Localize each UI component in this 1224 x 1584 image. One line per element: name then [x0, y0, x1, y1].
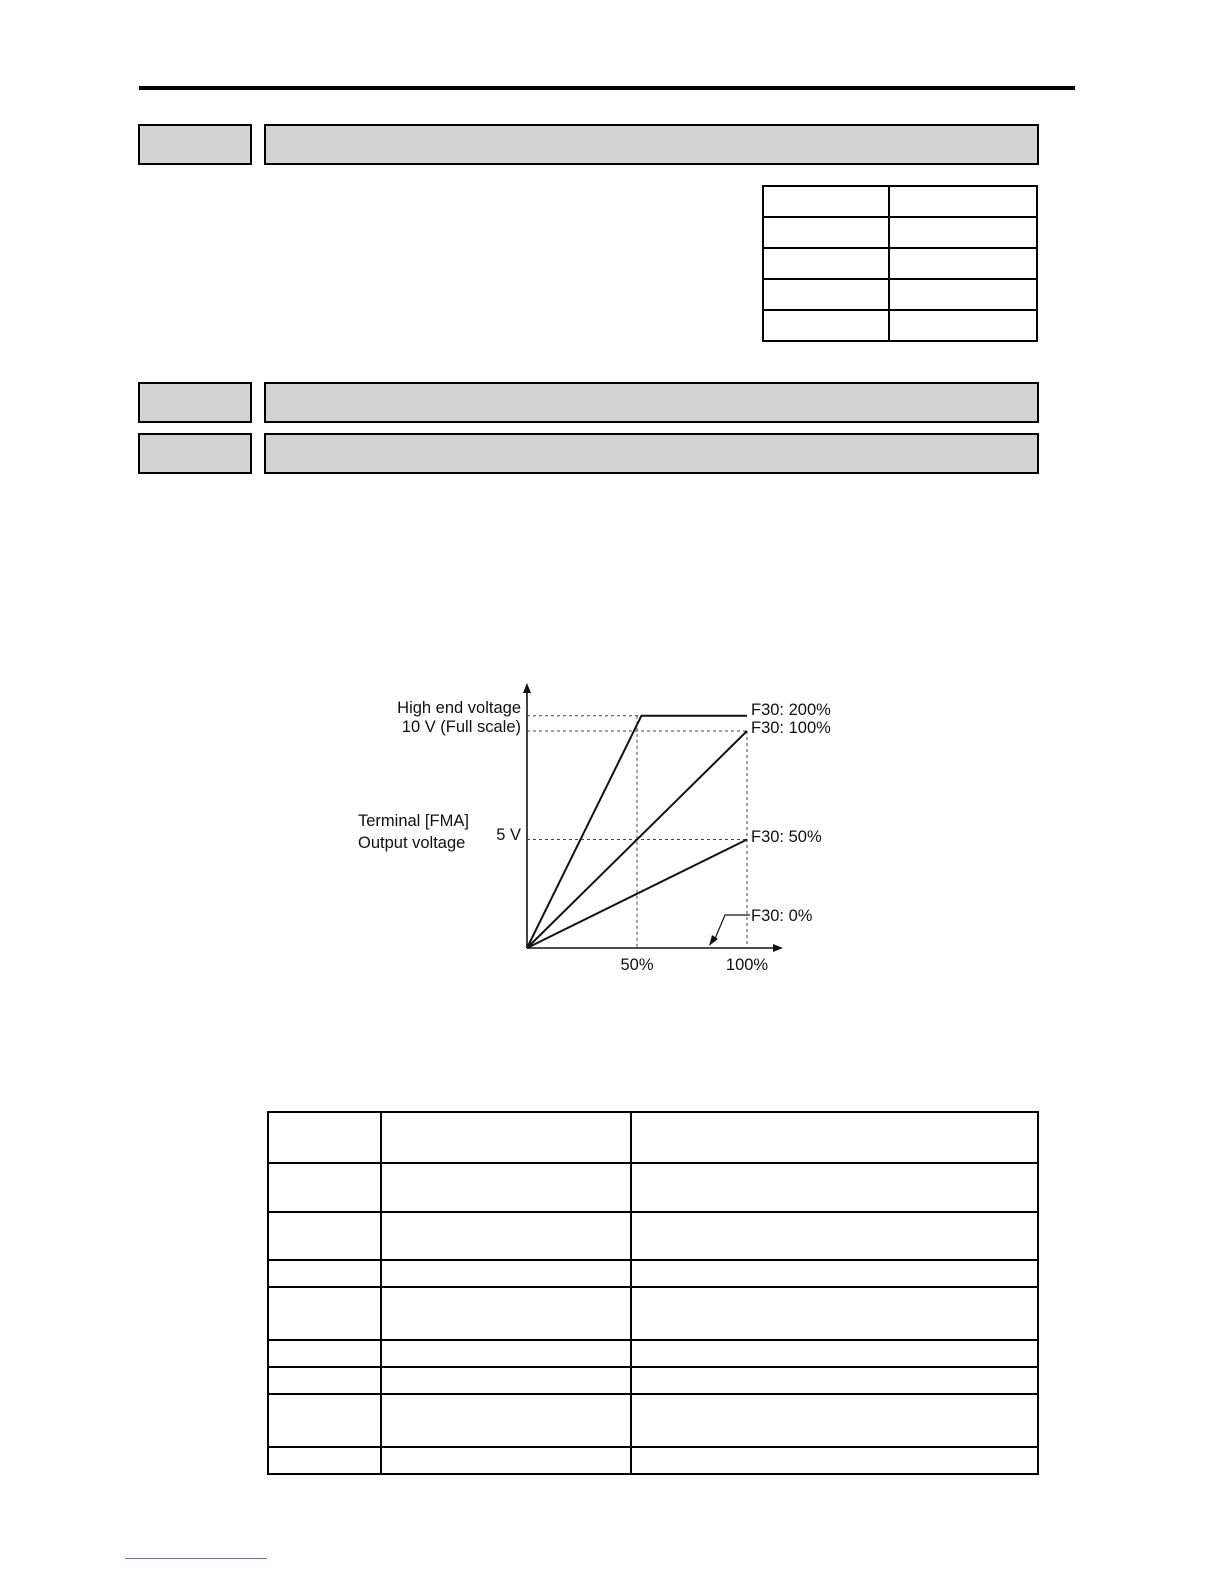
ylabel-line-2: Output voltage — [358, 834, 466, 852]
series-label-200: F30: 200% — [751, 701, 831, 719]
setting-table — [762, 185, 1038, 342]
chart-svg — [340, 670, 860, 990]
series-label-0-leader-arrow — [709, 935, 718, 946]
ylabel-line-1: Terminal [FMA] — [358, 812, 469, 830]
x-tick-label-50: 50% — [620, 956, 654, 974]
param-title-box-2 — [264, 382, 1039, 423]
function-table — [267, 1111, 1039, 1475]
series-label-100: F30: 100% — [751, 719, 831, 737]
y-annotation-high-end: High end voltage — [397, 699, 521, 717]
param-code-box-2 — [138, 382, 252, 423]
series-label-0: F30: 0% — [751, 907, 813, 925]
param-title-box-1 — [264, 124, 1039, 165]
footer-link-underline[interactable] — [125, 1558, 267, 1559]
series-label-50: F30: 50% — [751, 828, 822, 846]
y-annotation-full-scale: 10 V (Full scale) — [401, 718, 521, 736]
x-tick-label-100: 100% — [725, 956, 769, 974]
guide-lines — [527, 716, 747, 948]
param-code-box-3 — [138, 433, 252, 474]
header-rule — [139, 86, 1075, 90]
fma-output-chart — [340, 670, 860, 990]
param-title-box-3 — [264, 433, 1039, 474]
series-label-0-leader — [714, 915, 750, 941]
y-tick-label-5v: 5 V — [496, 826, 521, 844]
param-code-box-1 — [138, 124, 252, 165]
